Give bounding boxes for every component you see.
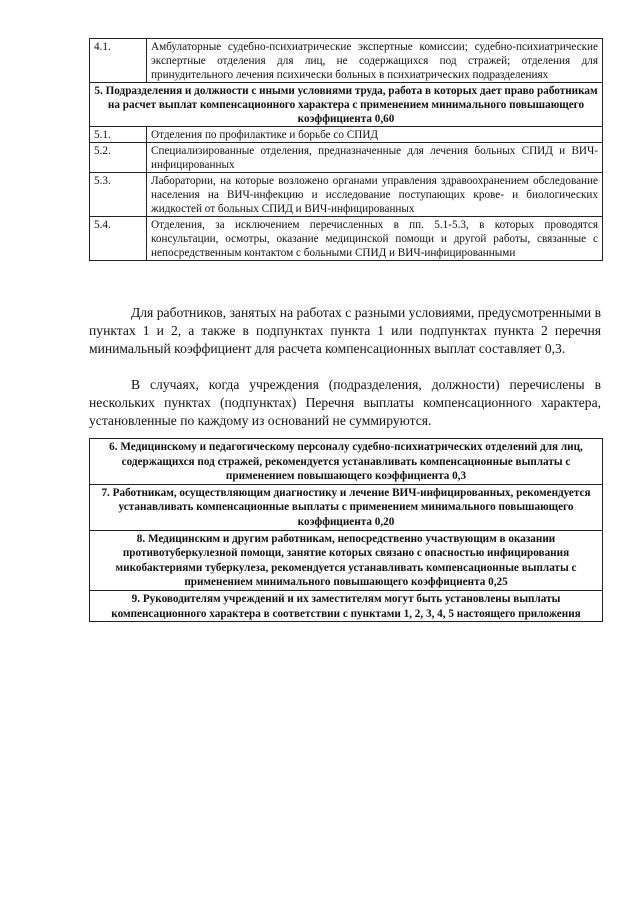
row-number: 5.1. (90, 127, 147, 143)
table-row (90, 173, 603, 217)
body-paragraph-minimum-coefficient: Для работников, занятых на работах с разными условиями, предусмотренными в пунктах 1 и 2, а также в подпунктах пункта 1 или подпунктах пункта 2 перечня минимальный коэффициент для расчета компенсационных выплат составляет 0,3. (89, 305, 601, 356)
item-6: 6. Медицинскому и педагогическому персоналу судебно-психиатрических отделений для лиц, содержащихся под стражей, рекомендуется устанавливать компенсационные выплаты с применением повышающего коэффициента 0,3 (90, 439, 603, 485)
body-paragraph-no-summation: В случаях, когда учреждения (подразделения, должности) перечислены в нескольких пунктах (подпунктах) Перечня выплаты компенсационного характера, установленные по каждому из оснований не суммируются. (89, 377, 601, 428)
table-row (90, 39, 603, 83)
table-row (90, 530, 603, 590)
section-5-heading: 5. Подразделения и должности с иными условиями труда, работа в которых дает право работникам на расчет выплат компенсационного характера с применением минимального повышающего коэффициента 0,60 (90, 83, 603, 127)
row-number: 4.1. (90, 39, 147, 83)
row-text: Отделения, за исключением перечисленных в пп. 5.1-5.3, в которых проводятся консультации, осмотры, оказание медицинской помощи и другой работы, связанные с непосредственным контактом с больными СПИД и ВИЧ-инфицированными (147, 217, 603, 261)
row-number: 5.2. (90, 143, 147, 173)
table-row (90, 439, 603, 485)
row-text: Лаборатории, на которые возложено органами управления здравоохранением обследование населения на ВИЧ-инфекцию и исследование поступающих крове- и биологических жидкостей от больных СПИД и ВИЧ-инфицированных (147, 173, 603, 217)
item-9: 9. Руководителям учреждений и их заместителям могут быть установлены выплаты компенсационного характера в соответствии с пунктами 1, 2, 3, 4, 5 настоящего приложения (90, 590, 603, 621)
table-row (90, 590, 603, 621)
row-text: Отделения по профилактике и борьбе со СПИД (147, 127, 603, 143)
compensation-table-section-4-5 (89, 38, 603, 261)
row-text: Специализированные отделения, предназначенные для лечения больных СПИД и ВИЧ-инфицированных (147, 143, 603, 173)
recommendations-table (89, 438, 603, 622)
row-number: 5.3. (90, 173, 147, 217)
row-number: 5.4. (90, 217, 147, 261)
table-row (90, 217, 603, 261)
table-row (90, 127, 603, 143)
table-row (90, 143, 603, 173)
section-heading-row (90, 83, 603, 127)
table-row (90, 484, 603, 530)
item-8: 8. Медицинским и другим работникам, непосредственно участвующим в оказании противотуберкулезной помощи, занятие которых связано с опасностью инфицирования микобактериями туберкулеза, рекомендуется устанавливать компенсационные выплаты с применением минимального повышающего коэффициента 0,25 (90, 530, 603, 590)
item-7: 7. Работникам, осуществляющим диагностику и лечение ВИЧ-инфицированных, рекомендуется устанавливать компенсационные выплаты с применением минимального повышающего коэффициента 0,20 (90, 484, 603, 530)
row-text: Амбулаторные судебно-психиатрические экспертные комиссии; судебно-психиатрические экспертные отделения для лиц, не содержащихся под стражей; отделения для принудительного лечения психически больных в психиатрических подразделениях (147, 39, 603, 83)
